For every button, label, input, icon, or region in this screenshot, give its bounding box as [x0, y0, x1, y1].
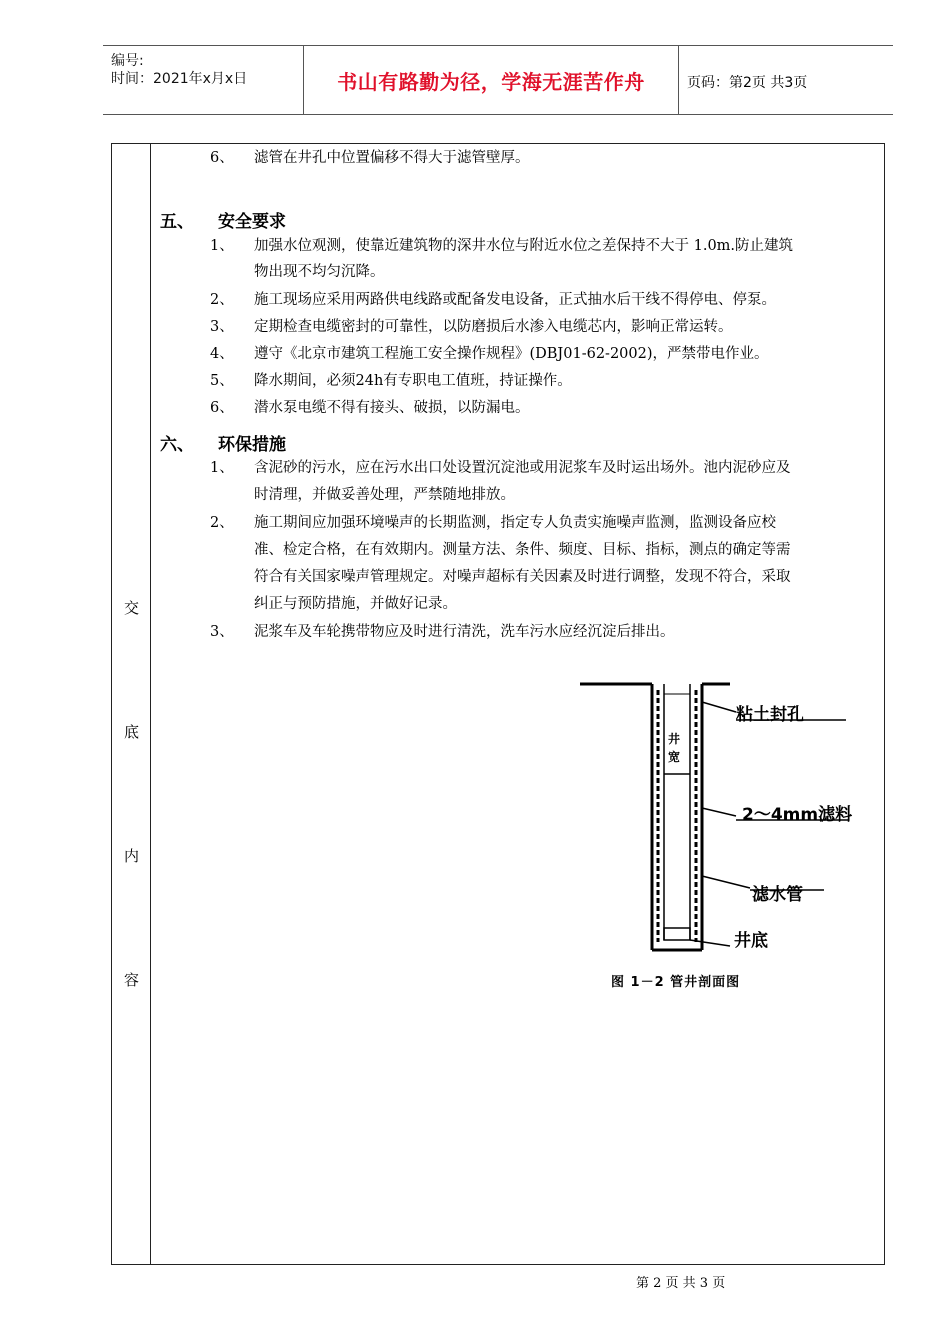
item-text: 施工期间应加强环境噪声的长期监测，指定专人负责实施噪声监测，监测设备应校 — [254, 515, 776, 531]
item-text: 滤管在井孔中位置偏移不得大于滤管壁厚。 — [254, 150, 530, 166]
item-text: 含泥砂的污水，应在污水出口处设置沉淀池或用泥浆车及时运出场外。池内泥砂应及 — [254, 460, 791, 476]
table-column-divider — [150, 143, 151, 1264]
side-label-char: 容 — [124, 971, 140, 989]
item-number: 1、 — [210, 460, 234, 476]
header-motto: 书山有路勤为径，学海无涯苦作舟 — [337, 69, 645, 94]
well-width-label: 宽 — [668, 750, 681, 764]
figure-caption: 图 1－2 管井剖面图 — [611, 975, 741, 990]
page-header — [103, 45, 893, 115]
item-number: 5、 — [210, 373, 234, 389]
item-text: 泥浆车及车轮携带物应及时进行清洗，洗车污水应经沉淀后排出。 — [254, 624, 675, 640]
well-width-label: 井 — [668, 732, 681, 746]
header-divider — [678, 46, 679, 114]
item-text: 潜水泵电缆不得有接头、破损，以防漏电。 — [254, 400, 530, 416]
filter-pipe-label: 滤水管 — [752, 885, 803, 905]
code-label: 编号: — [111, 53, 144, 69]
item-number: 6、 — [210, 150, 234, 166]
section-number: 六、 — [160, 435, 194, 455]
item-text: 时清理，并做妥善处理，严禁随地排放。 — [254, 487, 515, 503]
item-number: 2、 — [210, 515, 234, 531]
side-label-char: 内 — [124, 847, 140, 865]
item-number: 2、 — [210, 292, 234, 308]
well-bottom-label: 井底 — [734, 931, 768, 951]
item-number: 4、 — [210, 346, 234, 362]
side-label-char: 交 — [124, 599, 140, 617]
item-number: 6、 — [210, 400, 234, 416]
item-text: 纠正与预防措施，并做好记录。 — [254, 596, 457, 612]
item-text: 物出现不均匀沉降。 — [254, 264, 385, 280]
item-text: 定期检查电缆密封的可靠性，以防磨损后水渗入电缆芯内，影响正常运转。 — [254, 319, 733, 335]
item-text: 准、检定合格，在有效期内。测量方法、条件、频度、目标、指标，测点的确定等需 — [254, 542, 791, 558]
header-meta — [103, 46, 303, 114]
clay-seal-label: 粘土封孔 — [736, 705, 804, 725]
item-text: 施工现场应采用两路供电线路或配备发电设备，正式抽水后干线不得停电、停泵。 — [254, 292, 776, 308]
item-text: 符合有关国家噪声管理规定。对噪声超标有关因素及时进行调整，发现不符合，采取 — [254, 569, 791, 585]
date-label: 时间：2021年x月x日 — [111, 71, 248, 87]
header-page-number: 页码：第2页 共3页 — [687, 75, 808, 91]
page-footer: 第 2 页 共 3 页 — [636, 1276, 726, 1291]
item-number: 3、 — [210, 319, 234, 335]
item-number: 3、 — [210, 624, 234, 640]
item-text: 加强水位观测，使靠近建筑物的深井水位与附近水位之差保持不大于 1.0m.防止建筑 — [254, 238, 794, 254]
item-text: 遵守《北京市建筑工程施工安全操作规程》(DBJ01-62-2002)，严禁带电作业。 — [254, 346, 769, 362]
side-label-char: 底 — [124, 723, 140, 741]
item-text: 降水期间，必须24h有专职电工值班，持证操作。 — [254, 373, 572, 389]
section-number: 五、 — [160, 212, 194, 232]
section-title: 环保措施 — [218, 435, 286, 455]
section-heading — [160, 207, 286, 232]
item-number: 1、 — [210, 238, 234, 254]
section-title: 安全要求 — [218, 212, 286, 232]
section-heading — [160, 430, 286, 455]
filter-material-label: 2～4mm滤料 — [742, 805, 853, 825]
